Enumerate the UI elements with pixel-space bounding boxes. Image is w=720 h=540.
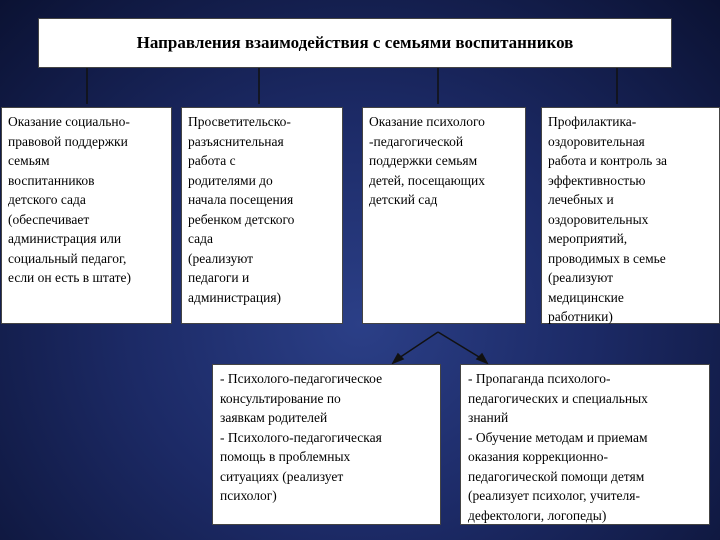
box-text-line: (реализуют — [548, 270, 614, 285]
bottom-box-promotion — [460, 364, 710, 525]
box-text-line: дефектологи, логопеды) — [468, 507, 607, 523]
box-text-line: заявкам родителей — [220, 410, 328, 425]
box-text-line: психолог) — [220, 488, 277, 503]
box-text-line: лечебных и — [548, 192, 614, 207]
box-text-line: - Пропаганда психолого- — [468, 371, 611, 386]
box-text-line: ребенком детского — [188, 211, 295, 227]
box-text-line: Оказание социально- — [8, 114, 130, 129]
box-text-line: администрация или — [8, 231, 122, 246]
box-text-line: - Обучение методам и приемам — [468, 429, 648, 445]
box-text-line: проводимых в семье — [548, 250, 666, 266]
connector-c3-b2 — [438, 332, 484, 360]
column-box-health-prevention — [541, 107, 720, 324]
box-text-line: работа с — [188, 153, 236, 168]
bottom-box-consulting — [212, 364, 441, 525]
box-text-line: (реализует психолог, учителя- — [468, 488, 640, 503]
box-text-line: педагоги и — [188, 270, 250, 285]
box-text-line: помощь в проблемных — [220, 449, 351, 464]
box-text-line: правовой поддержки — [8, 133, 128, 149]
box-text-line: работники) — [548, 309, 613, 324]
box-text-line: - Психолого-педагогическое — [220, 371, 383, 386]
column-box-legal-support — [1, 107, 172, 324]
diagram-title: Направления взаимодействия с семьями воспитанников — [38, 18, 672, 68]
box-text-line: педагогической помощи детям — [468, 468, 645, 484]
box-text-line: сада — [188, 231, 214, 246]
box-text-line: поддержки семьям — [369, 153, 478, 168]
box-text-line: родителями до — [188, 172, 273, 188]
box-text-line: (реализуют — [188, 250, 254, 266]
box-text-line: -педагогической — [369, 133, 464, 149]
box-text-line: Профилактика- — [548, 114, 637, 129]
box-text-line: работа и контроль за — [548, 153, 668, 168]
box-text-line: семьям — [8, 153, 50, 168]
box-text-line: - Психолого-педагогическая — [220, 429, 382, 445]
box-text-line: воспитанников — [8, 172, 95, 188]
box-text-line: эффективностью — [548, 172, 646, 188]
box-text-line: мероприятий, — [548, 231, 628, 246]
box-text-line: разъяснительная — [188, 133, 284, 149]
box-text-line: начала посещения — [188, 192, 294, 207]
box-text-line: оздоровительная — [548, 133, 645, 149]
connector-c3-b1 — [396, 332, 438, 360]
box-text-line: администрация) — [188, 289, 282, 305]
box-text-line: детского сада — [8, 192, 86, 207]
box-text-line: оздоровительных — [548, 211, 649, 227]
box-text-line: знаний — [468, 410, 509, 425]
box-text-line: оказания коррекционно- — [468, 449, 609, 464]
arrowhead-b1 — [393, 354, 403, 363]
box-text-line: детский сад — [369, 192, 438, 207]
arrowhead-b2 — [477, 354, 487, 363]
box-text-line: социальный педагог, — [8, 250, 127, 266]
box-text-line: медицинские — [548, 289, 624, 305]
box-text-line: (обеспечивает — [8, 211, 90, 227]
box-text-line: ситуациях (реализует — [220, 468, 344, 484]
column-box-psych-support — [362, 107, 526, 324]
column-box-education-work — [181, 107, 343, 324]
box-text-line: если он есть в штате) — [8, 270, 131, 285]
box-text-line: педагогических и специальных — [468, 390, 648, 406]
box-text-line: детей, посещающих — [369, 172, 486, 188]
box-text-line: консультирование по — [220, 390, 341, 406]
box-text-line: Оказание психолого — [369, 114, 485, 129]
box-text-line: Просветительско- — [188, 114, 291, 129]
